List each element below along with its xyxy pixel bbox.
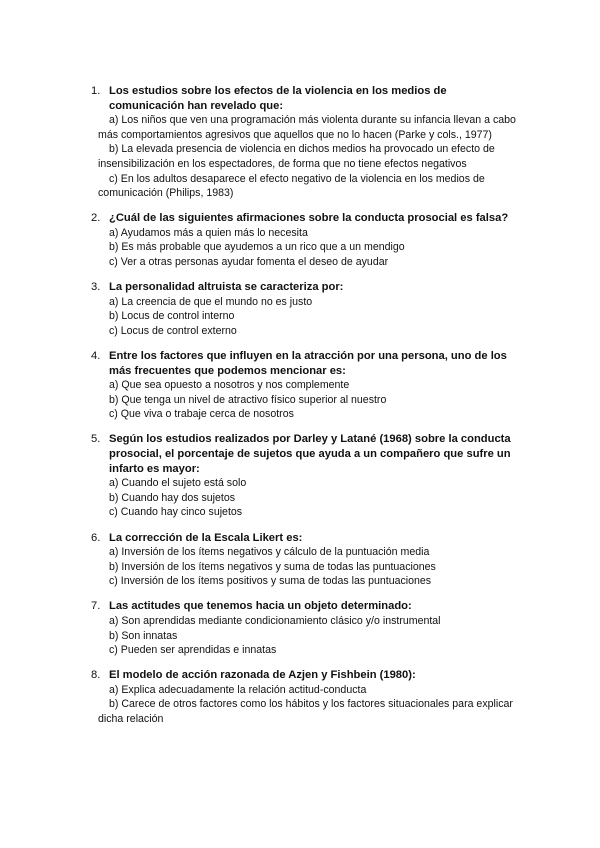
- question-2: [0, 211, 600, 269]
- question-number: 7.: [91, 600, 101, 613]
- option-b: b) Que tenga un nivel de atractivo físico superior al nuestro: [109, 393, 387, 406]
- question-text: El modelo de acción razonada de Azjen y Fishbein (1980):: [109, 669, 416, 682]
- option-b: b) Son innatas: [109, 629, 178, 642]
- question-number: 3.: [91, 281, 101, 294]
- question-text: ¿Cuál de las siguientes afirmaciones sobre la conducta prosocial es falsa?: [109, 212, 509, 225]
- question-number: 8.: [91, 669, 101, 682]
- option-c: c) Cuando hay cinco sujetos: [109, 506, 243, 519]
- option-a: a) Ayudamos más a quien más lo necesita: [109, 226, 308, 239]
- option-a: a) La creencia de que el mundo no es justo: [109, 295, 313, 308]
- question-text: Entre los factores que influyen en la atracción por una persona, uno de los más frecuentes que podemos mencionar es:: [109, 350, 507, 377]
- option-a: a) Inversión de los ítems negativos y cálculo de la puntuación media: [109, 546, 430, 559]
- option-c: c) Locus de control externo: [109, 324, 237, 337]
- option-b: b) La elevada presencia de violencia en dichos medios ha provocado un efecto de insensibilización en los espectadores, de forma que no tiene efectos negativos: [98, 143, 495, 170]
- question-1: [0, 84, 600, 201]
- option-a: a) Los niños que ven una programación más violenta durante su infancia llevan a cabo más comportamientos agresivos que aquellos que no lo hacen (Parke y cols., 1977): [98, 114, 516, 141]
- question-number: 5.: [91, 433, 101, 446]
- question-text: La corrección de la Escala Likert es:: [109, 531, 303, 544]
- option-c: c) Pueden ser aprendidas e innatas: [109, 644, 277, 657]
- option-b: b) Es más probable que ayudemos a un rico que a un mendigo: [109, 241, 405, 254]
- question-number: 4.: [91, 350, 101, 362]
- option-c: c) Ver a otras personas ayudar fomenta el deseo de ayudar: [109, 256, 389, 269]
- question-number: 1.: [91, 85, 101, 97]
- option-b: b) Locus de control interno: [109, 310, 235, 323]
- option-a: a) Explica adecuadamente la relación actitud-conducta: [109, 683, 367, 696]
- option-b: b) Inversión de los ítems negativos y suma de todas las puntuaciones: [109, 560, 436, 573]
- question-7: [0, 599, 600, 657]
- question-number: 2.: [91, 212, 101, 225]
- question-text: La personalidad altruista se caracteriza por:: [109, 281, 344, 294]
- question-6: [0, 531, 600, 589]
- question-text: Los estudios sobre los efectos de la violencia en los medios de comunicación han revelado que:: [109, 85, 447, 112]
- question-text: Las actitudes que tenemos hacia un objeto determinado:: [109, 600, 412, 613]
- option-a: a) Cuando el sujeto está solo: [109, 477, 247, 490]
- option-a: a) Que sea opuesto a nosotros y nos complemente: [109, 379, 350, 392]
- question-5: [0, 432, 600, 520]
- option-c: c) Que viva o trabaje cerca de nosotros: [109, 408, 294, 421]
- question-4: [0, 349, 600, 422]
- question-3: [0, 280, 600, 338]
- option-b: b) Cuando hay dos sujetos: [109, 491, 236, 504]
- question-list: [0, 84, 600, 737]
- option-b: b) Carece de otros factores como los hábitos y los factores situacionales para explicar dicha relación: [98, 698, 513, 726]
- question-8: [0, 668, 600, 726]
- question-text: Según los estudios realizados por Darley y Latané (1968) sobre la conducta prosocial, el porcentaje de sujetos que ayuda a un compañero que sufre un infarto es mayor:: [109, 433, 511, 475]
- option-a: a) Son aprendidas mediante condicionamiento clásico y/o instrumental: [109, 615, 441, 627]
- option-c: c) Inversión de los ítems positivos y suma de todas las puntuaciones: [109, 575, 432, 588]
- option-c: c) En los adultos desaparece el efecto negativo de la violencia en los medios de comunicación (Philips, 1983): [98, 172, 485, 200]
- question-number: 6.: [91, 531, 101, 544]
